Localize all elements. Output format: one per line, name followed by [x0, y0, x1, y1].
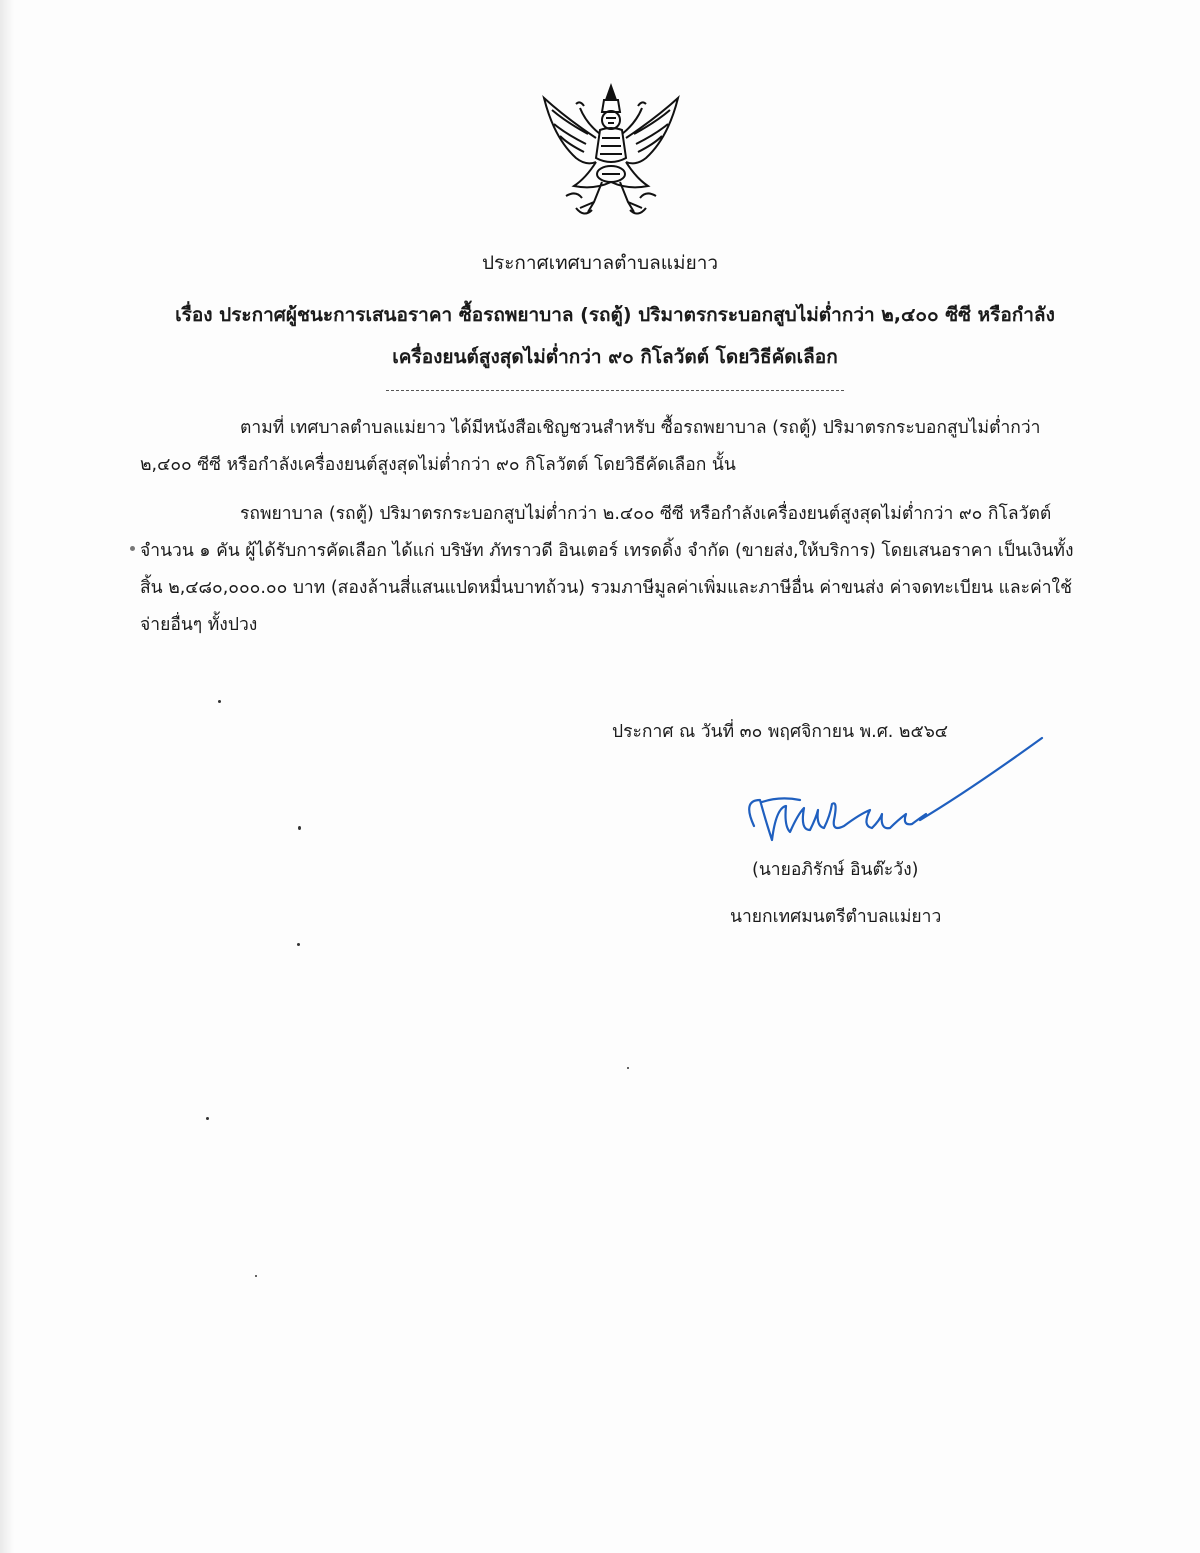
signer-name: (นายอภิรักษ์ อินต๊ะวัง)	[752, 860, 919, 880]
body-paragraph-1	[140, 410, 1075, 484]
scan-edge-shadow	[0, 0, 14, 1553]
dashed-divider	[386, 390, 844, 391]
document-title: ประกาศเทศบาลตำบลแม่ยาว	[481, 252, 719, 274]
document-subject	[150, 294, 1080, 378]
paragraph-1-text: ตามที่ เทศบาลตำบลแม่ยาว ได้มีหนังสือเชิญชวนสำหรับ ซื้อรถพยาบาล (รถตู้) ปริมาตรกระบอกสูบไม่ต่ำกว่า ๒,๔๐๐ ซีซี หรือกำลังเครื่องยนต์สูงสุดไม่ต่ำกว่า ๙๐ กิโลวัตต์ โดยวิธีคัดเลือก นั้น	[140, 418, 1041, 475]
subject-line-1: เรื่อง ประกาศผู้ชนะการเสนอราคา ซื้อรถพยาบาล (รถตู้) ปริมาตรกระบอกสูบไม่ต่ำกว่า ๒,๔๐๐ ซีซี หรือกำลัง	[175, 304, 1055, 326]
subject-line-2: เครื่องยนต์สูงสุดไม่ต่ำกว่า ๙๐ กิโลวัตต์ โดยวิธีคัดเลือก	[392, 346, 838, 368]
scan-speck	[206, 1117, 209, 1120]
handwritten-signature-icon	[720, 730, 1050, 860]
announcement-date: ประกาศ ณ วันที่ ๓๐ พฤศจิกายน พ.ศ. ๒๕๖๔	[612, 722, 949, 742]
scan-speck	[298, 826, 301, 830]
paragraph-2-text: รถพยาบาล (รถตู้) ปริมาตรกระบอกสูบไม่ต่ำกว่า ๒.๔๐๐ ซีซี หรือกำลังเครื่องยนต์สูงสุดไม่ต่ำกว่า ๙๐ กิโลวัตต์ จำนวน ๑ คัน ผู้ได้รับการคัดเลือก ได้แก่ บริษัท ภัทราวดี อินเตอร์ เทรดดิ้ง จำกัด (ขายส่ง,ให้บริการ) โดยเสนอราคา เป็นเงินทั้งสิ้น ๒,๔๘๐,๐๐๐.๐๐ บาท (สองล้านสี่แสนแปดหมื่นบาทถ้วน) รวมภาษีมูลค่าเพิ่มและภาษีอื่น ค่าขนส่ง ค่าจดทะเบียน และค่าใช้จ่ายอื่นๆ ทั้งปวง	[140, 504, 1074, 635]
scan-speck	[130, 546, 135, 551]
scan-speck	[627, 1067, 629, 1069]
signer-title: นายกเทศมนตรีตำบลแม่ยาว	[730, 907, 942, 927]
garuda-emblem-icon	[536, 78, 686, 228]
scan-speck	[218, 700, 221, 703]
scan-speck	[297, 943, 300, 946]
scan-speck	[255, 1275, 257, 1277]
body-paragraph-2	[140, 496, 1075, 644]
